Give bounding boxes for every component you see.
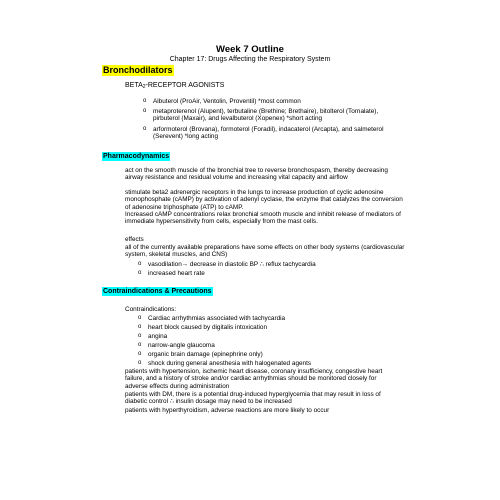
list-item (138, 270, 398, 277)
list-item-text: angina (148, 333, 168, 340)
list-item (138, 333, 398, 340)
section-heading-bronchodilators: Bronchodilators (103, 65, 173, 75)
list-item (138, 261, 398, 268)
paragraph: effects (125, 236, 144, 243)
bullet-circle-icon: o (138, 270, 142, 276)
section-heading-pharmacodynamics: Pharmacodynamics (103, 153, 170, 160)
paragraph: act on the smooth muscle of the bronchial tree to reverse bronchospasm, thereby decreasing airway resistance and residual volume and increasing vital capacity and airflow (125, 167, 388, 182)
bullet-circle-icon: o (138, 360, 142, 366)
paragraph: patients with hyperthyroidism, adverse reactions are more likely to occur (125, 407, 330, 414)
paragraph: all of the currently available preparations have some effects on other body systems (cardiovascular system, skeletal muscles, and CNS) (125, 244, 405, 259)
subheading-beta2-agonists (125, 82, 224, 91)
list-item-text: heart block caused by digitalis intoxication (148, 324, 268, 331)
subheading-text: BETA (125, 82, 143, 89)
list-item (143, 108, 403, 123)
list-item (138, 351, 398, 358)
bullet-circle-icon: o (143, 108, 147, 114)
contraindications-intro: Contraindications: (125, 306, 177, 313)
bullet-circle-icon: o (143, 98, 147, 104)
subheading-subscript: 2 (142, 84, 146, 90)
bullet-circle-icon: o (138, 342, 142, 348)
list-item-text: organic brain damage (epinephrine only) (148, 351, 263, 358)
subheading-text-rest: -RECEPTOR AGONISTS (145, 82, 225, 89)
page-title: Week 7 Outline (216, 44, 284, 55)
bullet-circle-icon: o (138, 351, 142, 357)
list-item-text: Cardiac arrhythmias associated with tachycardia (148, 315, 286, 322)
list-item-text: vasodilation→ decrease in diastolic BP ∴ reflux tachycardia (148, 261, 316, 268)
page-subtitle: Chapter 17: Drugs Affecting the Respiratory System (169, 56, 331, 63)
paragraph: patients with hypertension, ischemic heart disease, coronary insufficiency, congestive heart failure, and a history of stroke and/or cardiac arrhythmias should be monitored closely for adverse effects during administration (125, 368, 383, 390)
bullet-circle-icon: o (138, 315, 142, 321)
section-heading-contraindications: Contraindications & Precautions (103, 288, 212, 295)
paragraph: Increased cAMP concentrations relax bronchial smooth muscle and inhibit release of mediators of immediate hypersensitivity from cells, especially from the mast cells. (125, 211, 401, 226)
list-item (138, 360, 398, 367)
list-item (143, 98, 403, 105)
bullet-circle-icon: o (138, 324, 142, 330)
bullet-circle-icon: o (138, 333, 142, 339)
list-item (138, 342, 398, 349)
list-item-text: metaproterenol (Alupent), terbutaline (Brethine; Brethaire), bitolterol (Tornalate), pirbuterol (Maxair), and levalbuterol (Xopenex) *short acting (153, 108, 379, 123)
paragraph: stimulate beta2 adrenergic receptors in the lungs to increase production of cyclic adenosine monophosphate (cAMP) by activation of adenyl cyclase, the enzyme that catalyzes the conversion of adenosine triphosphate (ATP) to cAMP. (125, 189, 403, 211)
list-item (138, 324, 398, 331)
list-item-text: arformoterol (Brovana), formoterol (Foradil), indacaterol (Arcapta), and salmeterol (Serevent) *long acting (153, 126, 384, 141)
list-item (143, 126, 403, 141)
list-item-text: shock during general anesthesia with halogenated agents (148, 360, 312, 367)
paragraph: patients with DM, there is a potential drug-induced hyperglycemia that may result in loss of diabetic control ∴ insulin dosage may need to be increased (125, 391, 381, 406)
list-item-text: Albuterol (ProAir, Ventolin, Proventil) *most common (153, 98, 301, 105)
list-item (138, 315, 398, 322)
bullet-circle-icon: o (143, 126, 147, 132)
list-item-text: increased heart rate (148, 270, 205, 277)
bullet-circle-icon: o (138, 261, 142, 267)
list-item-text: narrow-angle glaucoma (148, 342, 215, 349)
